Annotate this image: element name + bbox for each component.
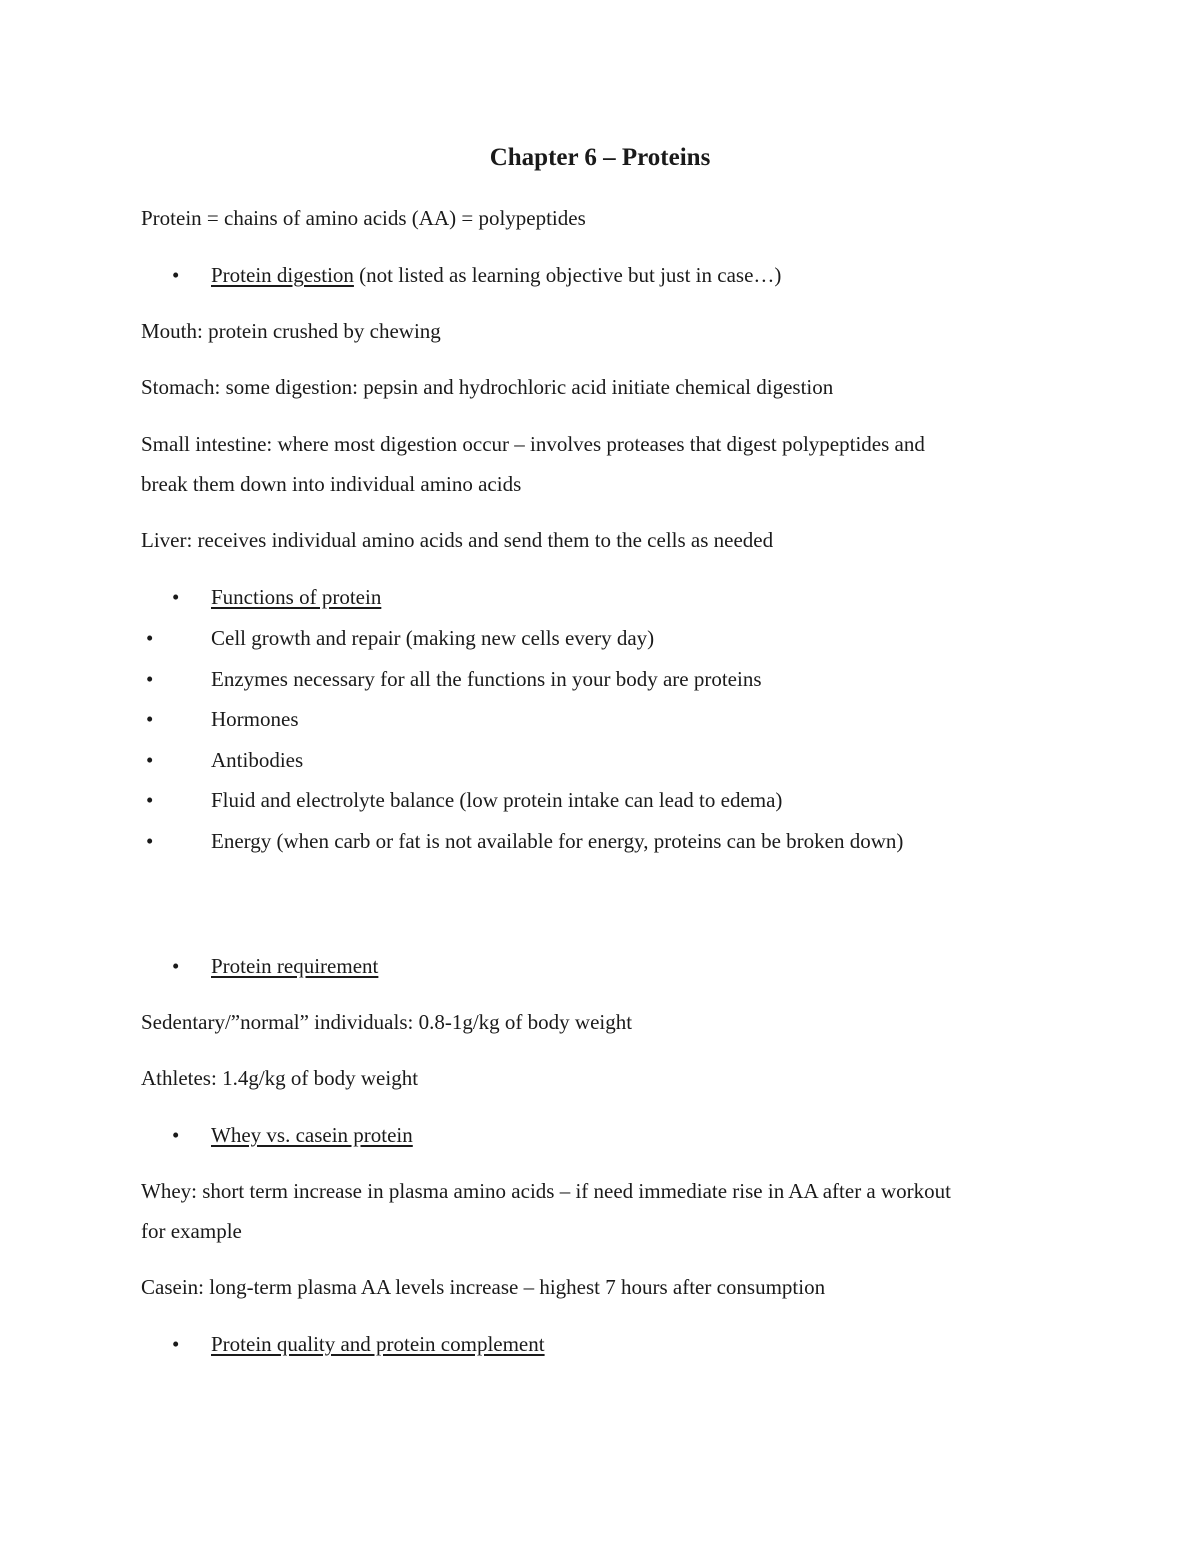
small-intestine-line-2: break them down into individual amino acids bbox=[141, 472, 522, 496]
bullet-requirement: • bbox=[172, 954, 180, 978]
function-item: Cell growth and repair (making new cells every day) bbox=[211, 626, 655, 650]
bullet-whey-casein: • bbox=[172, 1123, 180, 1147]
intro-line: Protein = chains of amino acids (AA) = polypeptides bbox=[141, 206, 586, 230]
bullet-function-2: • bbox=[146, 667, 154, 691]
sedentary-line: Sedentary/”normal” individuals: 0.8-1g/kg of body weight bbox=[141, 1010, 633, 1034]
digestion-heading: Protein digestion bbox=[211, 263, 354, 287]
function-item: Energy (when carb or fat is not available for energy, proteins can be broken down) bbox=[211, 829, 904, 853]
bullet-digestion: • bbox=[172, 263, 180, 287]
whey-line-1: Whey: short term increase in plasma amino acids – if need immediate rise in AA after a workout bbox=[141, 1179, 951, 1203]
bullet-function-3: • bbox=[146, 707, 154, 731]
function-item: Fluid and electrolyte balance (low protein intake can lead to edema) bbox=[211, 788, 783, 812]
liver-line: Liver: receives individual amino acids and send them to the cells as needed bbox=[141, 528, 774, 552]
quality-heading: Protein quality and protein complement bbox=[211, 1332, 545, 1356]
bullet-functions: • bbox=[172, 585, 180, 609]
athletes-line: Athletes: 1.4g/kg of body weight bbox=[141, 1066, 419, 1090]
whey-line-2: for example bbox=[141, 1219, 242, 1243]
mouth-line: Mouth: protein crushed by chewing bbox=[141, 319, 441, 343]
section-digestion-heading bbox=[211, 261, 781, 289]
function-item: Antibodies bbox=[211, 748, 304, 772]
digestion-note: (not listed as learning objective but just in case…) bbox=[353, 263, 782, 287]
small-intestine-line-1: Small intestine: where most digestion occur – involves proteases that digest polypeptides and bbox=[141, 432, 925, 456]
stomach-line: Stomach: some digestion: pepsin and hydrochloric acid initiate chemical digestion bbox=[141, 375, 834, 399]
bullet-function-4: • bbox=[146, 748, 154, 772]
bullet-function-1: • bbox=[146, 626, 154, 650]
page-title: Chapter 6 – Proteins bbox=[489, 144, 711, 171]
bullet-quality: • bbox=[172, 1332, 180, 1356]
requirement-heading: Protein requirement bbox=[211, 954, 379, 978]
bullet-function-6: • bbox=[146, 829, 154, 853]
function-item: Enzymes necessary for all the functions in your body are proteins bbox=[211, 667, 762, 691]
function-item: Hormones bbox=[211, 707, 299, 731]
whey-casein-heading: Whey vs. casein protein bbox=[211, 1123, 413, 1147]
casein-line: Casein: long-term plasma AA levels increase – highest 7 hours after consumption bbox=[141, 1275, 826, 1299]
bullet-function-5: • bbox=[146, 788, 154, 812]
functions-heading: Functions of protein bbox=[211, 585, 382, 609]
